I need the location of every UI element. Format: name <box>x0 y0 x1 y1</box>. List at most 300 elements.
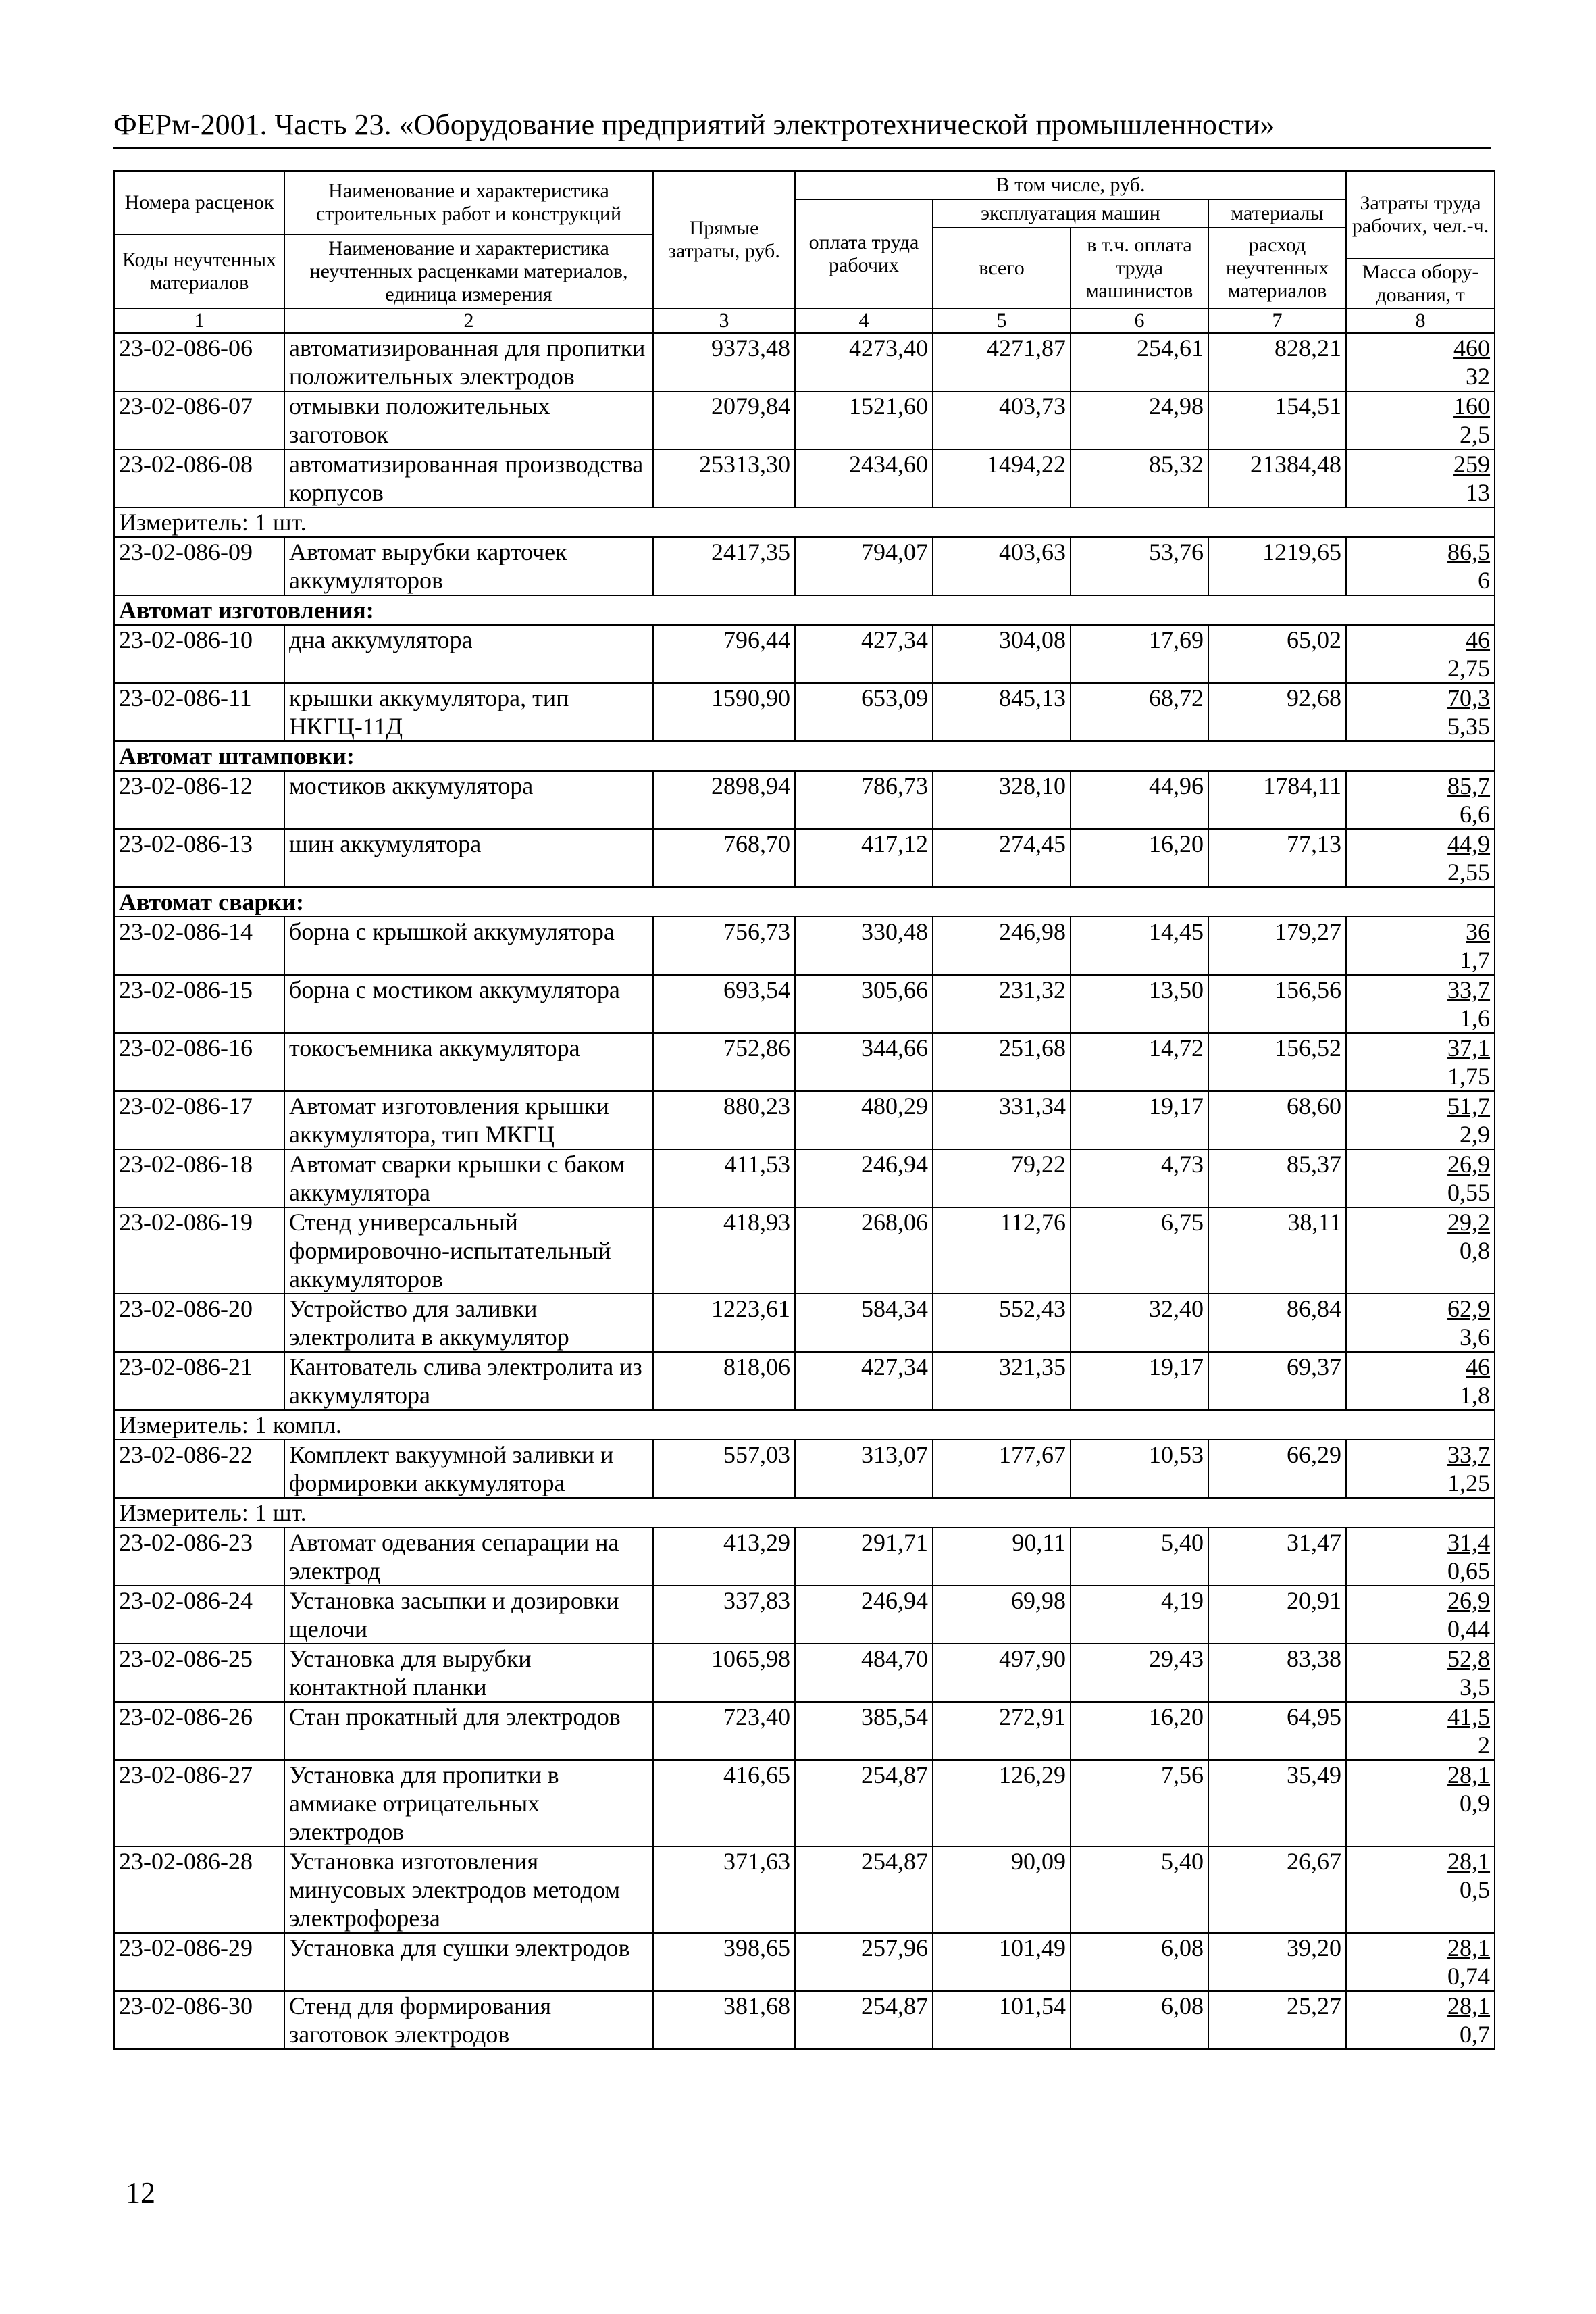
materials-cost: 66,29 <box>1208 1440 1346 1498</box>
labor-and-mass <box>1346 1294 1495 1352</box>
rate-code: 23-02-086-21 <box>114 1352 284 1410</box>
labor-and-mass <box>1346 1149 1495 1207</box>
machinists-pay: 44,96 <box>1071 771 1208 829</box>
equipment-mass-value: 13 <box>1466 479 1491 506</box>
machines-total: 552,43 <box>933 1294 1071 1352</box>
machinists-pay: 7,56 <box>1071 1760 1208 1846</box>
labor-costs-value: 62,9 <box>1447 1295 1491 1322</box>
table-row <box>114 975 1495 1033</box>
rate-code: 23-02-086-11 <box>114 683 284 741</box>
header-labor-pay: оплата труда рабочих <box>795 199 933 309</box>
equipment-mass-value: 32 <box>1466 363 1491 390</box>
labor-pay: 786,73 <box>795 771 933 829</box>
machines-total: 112,76 <box>933 1207 1071 1294</box>
work-name: автоматизированная для пропитки положительных электродов <box>284 333 653 391</box>
section-label: Автомат изготовления: <box>114 595 1495 625</box>
labor-and-mass <box>1346 1644 1495 1702</box>
machinists-pay: 5,40 <box>1071 1528 1208 1586</box>
labor-and-mass <box>1346 537 1495 595</box>
labor-costs-value: 26,9 <box>1447 1587 1491 1614</box>
labor-and-mass <box>1346 1091 1495 1149</box>
direct-costs: 1065,98 <box>653 1644 795 1702</box>
table-row <box>114 1760 1495 1846</box>
machines-total: 246,98 <box>933 917 1071 975</box>
labor-costs-value: 26,9 <box>1447 1151 1491 1178</box>
machinists-pay: 13,50 <box>1071 975 1208 1033</box>
direct-costs: 1223,61 <box>653 1294 795 1352</box>
labor-and-mass <box>1346 1760 1495 1846</box>
work-name: мостиков аккумулятора <box>284 771 653 829</box>
labor-and-mass <box>1346 1586 1495 1644</box>
equipment-mass-value: 6 <box>1478 567 1491 594</box>
materials-cost: 39,20 <box>1208 1933 1346 1991</box>
table-row <box>114 333 1495 391</box>
table-row <box>114 771 1495 829</box>
work-name: Автомат сварки крышки с баком аккумулятора <box>284 1149 653 1207</box>
header-machines-total: всего <box>933 228 1071 309</box>
labor-pay: 484,70 <box>795 1644 933 1702</box>
materials-cost: 25,27 <box>1208 1991 1346 2049</box>
table-row <box>114 1528 1495 1586</box>
labor-costs-value: 29,2 <box>1447 1209 1491 1236</box>
table-body <box>114 333 1495 2049</box>
rate-code: 23-02-086-28 <box>114 1846 284 1933</box>
equipment-mass-value: 6,6 <box>1460 801 1491 828</box>
machinists-pay: 6,75 <box>1071 1207 1208 1294</box>
direct-costs: 880,23 <box>653 1091 795 1149</box>
machines-total: 1494,22 <box>933 449 1071 507</box>
direct-costs: 413,29 <box>653 1528 795 1586</box>
labor-and-mass <box>1346 333 1495 391</box>
equipment-mass-value: 0,7 <box>1460 2021 1491 2048</box>
work-name: Автомат изготовления крышки аккумулятора, тип МКГЦ <box>284 1091 653 1149</box>
labor-pay: 291,71 <box>795 1528 933 1586</box>
section-label: Измеритель: 1 шт. <box>114 1498 1495 1528</box>
section-label: Измеритель: 1 шт. <box>114 507 1495 537</box>
labor-and-mass <box>1346 449 1495 507</box>
direct-costs: 371,63 <box>653 1846 795 1933</box>
materials-cost: 68,60 <box>1208 1091 1346 1149</box>
rate-code: 23-02-086-27 <box>114 1760 284 1846</box>
machines-total: 331,34 <box>933 1091 1071 1149</box>
table-row <box>114 1846 1495 1933</box>
labor-and-mass <box>1346 625 1495 683</box>
direct-costs: 796,44 <box>653 625 795 683</box>
materials-cost: 77,13 <box>1208 829 1346 887</box>
work-name: Установка для пропитки в аммиаке отрицательных электродов <box>284 1760 653 1846</box>
labor-pay: 313,07 <box>795 1440 933 1498</box>
column-number: 2 <box>284 309 653 333</box>
header-material-codes: Коды неучтенных материалов <box>114 234 284 309</box>
materials-cost: 86,84 <box>1208 1294 1346 1352</box>
equipment-mass-value: 2,5 <box>1460 421 1491 448</box>
labor-costs-value: 85,7 <box>1447 772 1491 799</box>
table-row <box>114 1586 1495 1644</box>
machinists-pay: 17,69 <box>1071 625 1208 683</box>
labor-and-mass <box>1346 771 1495 829</box>
direct-costs: 2898,94 <box>653 771 795 829</box>
table-row <box>114 1294 1495 1352</box>
rate-code: 23-02-086-12 <box>114 771 284 829</box>
table-row <box>114 829 1495 887</box>
labor-pay: 257,96 <box>795 1933 933 1991</box>
labor-and-mass <box>1346 1991 1495 2049</box>
header-work-name: Наименование и характеристика строительных работ и конструкций <box>284 171 653 234</box>
machinists-pay: 19,17 <box>1071 1091 1208 1149</box>
machines-total: 304,08 <box>933 625 1071 683</box>
equipment-mass-value: 2,75 <box>1447 655 1491 682</box>
table-row <box>114 1091 1495 1149</box>
machines-total: 79,22 <box>933 1149 1071 1207</box>
direct-costs: 416,65 <box>653 1760 795 1846</box>
rate-code: 23-02-086-09 <box>114 537 284 595</box>
work-name: шин аккумулятора <box>284 829 653 887</box>
work-name: отмывки положительных заготовок <box>284 391 653 449</box>
labor-costs-value: 70,3 <box>1447 684 1491 711</box>
labor-costs-value: 259 <box>1453 451 1491 478</box>
labor-costs-value: 41,5 <box>1447 1703 1491 1730</box>
materials-cost: 21384,48 <box>1208 449 1346 507</box>
equipment-mass-value: 1,6 <box>1460 1005 1491 1032</box>
labor-pay: 254,87 <box>795 1760 933 1846</box>
column-number: 1 <box>114 309 284 333</box>
machines-total: 274,45 <box>933 829 1071 887</box>
machines-total: 177,67 <box>933 1440 1071 1498</box>
work-name: Автомат вырубки карточек аккумуляторов <box>284 537 653 595</box>
work-name: Комплект вакуумной заливки и формировки аккумулятора <box>284 1440 653 1498</box>
machinists-pay: 29,43 <box>1071 1644 1208 1702</box>
labor-and-mass <box>1346 829 1495 887</box>
labor-pay: 305,66 <box>795 975 933 1033</box>
column-number: 8 <box>1346 309 1495 333</box>
materials-cost: 69,37 <box>1208 1352 1346 1410</box>
machinists-pay: 10,53 <box>1071 1440 1208 1498</box>
direct-costs: 723,40 <box>653 1702 795 1760</box>
materials-cost: 154,51 <box>1208 391 1346 449</box>
labor-and-mass <box>1346 391 1495 449</box>
table-row <box>114 1440 1495 1498</box>
rate-code: 23-02-086-29 <box>114 1933 284 1991</box>
labor-and-mass <box>1346 1933 1495 1991</box>
materials-cost: 20,91 <box>1208 1586 1346 1644</box>
materials-cost: 1219,65 <box>1208 537 1346 595</box>
header-materials: материалы <box>1208 199 1346 228</box>
materials-cost: 83,38 <box>1208 1644 1346 1702</box>
rate-code: 23-02-086-10 <box>114 625 284 683</box>
work-name: Установка для сушки электродов <box>284 1933 653 1991</box>
machinists-pay: 14,45 <box>1071 917 1208 975</box>
machines-total: 4271,87 <box>933 333 1071 391</box>
labor-costs-value: 51,7 <box>1447 1092 1491 1120</box>
rate-code: 23-02-086-19 <box>114 1207 284 1294</box>
table-row <box>114 917 1495 975</box>
machines-total: 101,49 <box>933 1933 1071 1991</box>
direct-costs: 818,06 <box>653 1352 795 1410</box>
table-row <box>114 1644 1495 1702</box>
direct-costs: 411,53 <box>653 1149 795 1207</box>
machines-total: 845,13 <box>933 683 1071 741</box>
table-row <box>114 1991 1495 2049</box>
machinists-pay: 254,61 <box>1071 333 1208 391</box>
machines-total: 497,90 <box>933 1644 1071 1702</box>
header-equipment-mass: Масса обору-дования, т <box>1346 259 1495 309</box>
direct-costs: 2417,35 <box>653 537 795 595</box>
labor-pay: 4273,40 <box>795 333 933 391</box>
equipment-mass-value: 2,9 <box>1460 1121 1491 1148</box>
machines-total: 90,09 <box>933 1846 1071 1933</box>
labor-costs-value: 460 <box>1453 334 1491 361</box>
labor-and-mass <box>1346 1207 1495 1294</box>
equipment-mass-value: 0,55 <box>1447 1179 1491 1206</box>
column-numbers-row <box>114 309 1495 333</box>
table-row <box>114 1149 1495 1207</box>
rate-code: 23-02-086-24 <box>114 1586 284 1644</box>
materials-cost: 156,56 <box>1208 975 1346 1033</box>
labor-costs-value: 28,1 <box>1447 1761 1491 1788</box>
materials-cost: 65,02 <box>1208 625 1346 683</box>
equipment-mass-value: 3,5 <box>1460 1674 1491 1701</box>
work-name: борна с крышкой аккумулятора <box>284 917 653 975</box>
table-row <box>114 537 1495 595</box>
equipment-mass-value: 0,8 <box>1460 1237 1491 1264</box>
machinists-pay: 16,20 <box>1071 1702 1208 1760</box>
labor-costs-value: 33,7 <box>1447 976 1491 1003</box>
rate-code: 23-02-086-17 <box>114 1091 284 1149</box>
section-row <box>114 887 1495 917</box>
table-row <box>114 1702 1495 1760</box>
equipment-mass-value: 2,55 <box>1447 859 1491 886</box>
direct-costs: 9373,48 <box>653 333 795 391</box>
equipment-mass-value: 3,6 <box>1460 1324 1491 1351</box>
labor-and-mass <box>1346 975 1495 1033</box>
rate-code: 23-02-086-07 <box>114 391 284 449</box>
work-name: дна аккумулятора <box>284 625 653 683</box>
labor-and-mass <box>1346 1033 1495 1091</box>
equipment-mass-value: 1,8 <box>1460 1382 1491 1409</box>
labor-and-mass <box>1346 683 1495 741</box>
rate-code: 23-02-086-15 <box>114 975 284 1033</box>
column-number: 6 <box>1071 309 1208 333</box>
labor-pay: 1521,60 <box>795 391 933 449</box>
labor-costs-value: 28,1 <box>1447 1848 1491 1875</box>
labor-pay: 480,29 <box>795 1091 933 1149</box>
labor-and-mass <box>1346 1846 1495 1933</box>
direct-costs: 337,83 <box>653 1586 795 1644</box>
machinists-pay: 85,32 <box>1071 449 1208 507</box>
table-row <box>114 1207 1495 1294</box>
table-row <box>114 1933 1495 1991</box>
work-name: Установка для вырубки контактной планки <box>284 1644 653 1702</box>
labor-and-mass <box>1346 1440 1495 1498</box>
labor-pay: 246,94 <box>795 1149 933 1207</box>
machinists-pay: 4,73 <box>1071 1149 1208 1207</box>
equipment-mass-value: 1,7 <box>1460 947 1491 974</box>
rate-code: 23-02-086-16 <box>114 1033 284 1091</box>
rate-code: 23-02-086-13 <box>114 829 284 887</box>
section-label: Измеритель: 1 компл. <box>114 1410 1495 1440</box>
equipment-mass-value: 0,9 <box>1460 1790 1491 1817</box>
column-number: 5 <box>933 309 1071 333</box>
work-name: Установка изготовления минусовых электродов методом электрофореза <box>284 1846 653 1933</box>
equipment-mass-value: 5,35 <box>1447 713 1491 740</box>
machines-total: 272,91 <box>933 1702 1071 1760</box>
work-name: автоматизированная производства корпусов <box>284 449 653 507</box>
labor-costs-value: 160 <box>1453 393 1491 420</box>
labor-costs-value: 37,1 <box>1447 1034 1491 1061</box>
section-row <box>114 1498 1495 1528</box>
table-row <box>114 625 1495 683</box>
table-row <box>114 391 1495 449</box>
section-row <box>114 507 1495 537</box>
labor-costs-value: 52,8 <box>1447 1645 1491 1672</box>
work-name: Стенд универсальный формировочно-испытательный аккумуляторов <box>284 1207 653 1294</box>
section-row <box>114 595 1495 625</box>
machines-total: 101,54 <box>933 1991 1071 2049</box>
header-including: В том числе, руб. <box>795 171 1346 199</box>
machinists-pay: 24,98 <box>1071 391 1208 449</box>
machines-total: 231,32 <box>933 975 1071 1033</box>
work-name: Устройство для заливки электролита в аккумулятор <box>284 1294 653 1352</box>
equipment-mass-value: 1,25 <box>1447 1469 1491 1496</box>
section-label: Автомат штамповки: <box>114 741 1495 771</box>
column-number: 4 <box>795 309 933 333</box>
materials-cost: 179,27 <box>1208 917 1346 975</box>
column-number: 7 <box>1208 309 1346 333</box>
column-number: 3 <box>653 309 795 333</box>
table-row <box>114 449 1495 507</box>
labor-pay: 417,12 <box>795 829 933 887</box>
header-machinists-pay: в т.ч. оплата труда машинистов <box>1071 228 1208 309</box>
section-row <box>114 741 1495 771</box>
equipment-mass-value: 0,44 <box>1447 1615 1491 1642</box>
labor-costs-value: 36 <box>1466 918 1491 945</box>
machines-total: 328,10 <box>933 771 1071 829</box>
equipment-mass-value: 1,75 <box>1447 1063 1491 1090</box>
labor-pay: 330,48 <box>795 917 933 975</box>
machines-total: 321,35 <box>933 1352 1071 1410</box>
table-header <box>114 171 1495 333</box>
header-labor-costs: Затраты труда рабочих, чел.-ч. <box>1346 171 1495 259</box>
labor-pay: 427,34 <box>795 625 933 683</box>
rate-code: 23-02-086-22 <box>114 1440 284 1498</box>
labor-pay: 254,87 <box>795 1846 933 1933</box>
machines-total: 403,63 <box>933 537 1071 595</box>
materials-cost: 26,67 <box>1208 1846 1346 1933</box>
section-row <box>114 1410 1495 1440</box>
direct-costs: 398,65 <box>653 1933 795 1991</box>
machinists-pay: 53,76 <box>1071 537 1208 595</box>
materials-cost: 31,47 <box>1208 1528 1346 1586</box>
table-row <box>114 1352 1495 1410</box>
materials-cost: 828,21 <box>1208 333 1346 391</box>
direct-costs: 693,54 <box>653 975 795 1033</box>
table-row <box>114 683 1495 741</box>
labor-pay: 246,94 <box>795 1586 933 1644</box>
materials-cost: 38,11 <box>1208 1207 1346 1294</box>
work-name: Кантователь слива электролита из аккумулятора <box>284 1352 653 1410</box>
rate-code: 23-02-086-23 <box>114 1528 284 1586</box>
labor-costs-value: 86,5 <box>1447 538 1491 565</box>
labor-costs-value: 46 <box>1466 1353 1491 1380</box>
labor-and-mass <box>1346 917 1495 975</box>
machines-total: 403,73 <box>933 391 1071 449</box>
materials-cost: 85,37 <box>1208 1149 1346 1207</box>
labor-and-mass <box>1346 1702 1495 1760</box>
header-rate-numbers: Номера расценок <box>114 171 284 234</box>
header-material-name: Наименование и характеристика неучтенных расценками материалов, единица измерения <box>284 234 653 309</box>
rate-code: 23-02-086-26 <box>114 1702 284 1760</box>
labor-pay: 344,66 <box>795 1033 933 1091</box>
machinists-pay: 4,19 <box>1071 1586 1208 1644</box>
work-name: Стенд для формирования заготовок электродов <box>284 1991 653 2049</box>
machinists-pay: 6,08 <box>1071 1991 1208 2049</box>
direct-costs: 25313,30 <box>653 449 795 507</box>
labor-pay: 385,54 <box>795 1702 933 1760</box>
page-number: 12 <box>126 2176 155 2209</box>
labor-pay: 268,06 <box>795 1207 933 1294</box>
labor-costs-value: 28,1 <box>1447 1992 1491 2019</box>
machines-total: 126,29 <box>933 1760 1071 1846</box>
direct-costs: 752,86 <box>653 1033 795 1091</box>
materials-cost: 1784,11 <box>1208 771 1346 829</box>
equipment-mass-value: 0,65 <box>1447 1557 1491 1584</box>
direct-costs: 381,68 <box>653 1991 795 2049</box>
direct-costs: 2079,84 <box>653 391 795 449</box>
labor-pay: 584,34 <box>795 1294 933 1352</box>
labor-and-mass <box>1346 1352 1495 1410</box>
rate-code: 23-02-086-25 <box>114 1644 284 1702</box>
labor-costs-value: 28,1 <box>1447 1934 1491 1961</box>
machines-total: 251,68 <box>933 1033 1071 1091</box>
machinists-pay: 19,17 <box>1071 1352 1208 1410</box>
machinists-pay: 6,08 <box>1071 1933 1208 1991</box>
direct-costs: 756,73 <box>653 917 795 975</box>
materials-cost: 64,95 <box>1208 1702 1346 1760</box>
work-name: крышки аккумулятора, тип НКГЦ-11Д <box>284 683 653 741</box>
labor-pay: 427,34 <box>795 1352 933 1410</box>
page-header: ФЕРм-2001. Часть 23. «Оборудование предприятий электротехнической промышленности» <box>113 107 1491 149</box>
labor-and-mass <box>1346 1528 1495 1586</box>
machinists-pay: 14,72 <box>1071 1033 1208 1091</box>
equipment-mass-value: 0,74 <box>1447 1963 1491 1990</box>
labor-costs-value: 44,9 <box>1447 830 1491 857</box>
machinists-pay: 68,72 <box>1071 683 1208 741</box>
labor-costs-value: 31,4 <box>1447 1529 1491 1556</box>
direct-costs: 418,93 <box>653 1207 795 1294</box>
work-name: Установка засыпки и дозировки щелочи <box>284 1586 653 1644</box>
rate-code: 23-02-086-20 <box>114 1294 284 1352</box>
labor-pay: 794,07 <box>795 537 933 595</box>
rate-code: 23-02-086-14 <box>114 917 284 975</box>
rate-code: 23-02-086-30 <box>114 1991 284 2049</box>
work-name: борна с мостиком аккумулятора <box>284 975 653 1033</box>
rates-table <box>113 170 1495 2050</box>
header-direct-costs: Прямые затраты, руб. <box>653 171 795 309</box>
direct-costs: 768,70 <box>653 829 795 887</box>
machines-total: 90,11 <box>933 1528 1071 1586</box>
labor-pay: 653,09 <box>795 683 933 741</box>
rate-code: 23-02-086-06 <box>114 333 284 391</box>
rate-code: 23-02-086-18 <box>114 1149 284 1207</box>
equipment-mass-value: 0,5 <box>1460 1876 1491 1903</box>
section-label: Автомат сварки: <box>114 887 1495 917</box>
labor-pay: 254,87 <box>795 1991 933 2049</box>
direct-costs: 1590,90 <box>653 683 795 741</box>
materials-cost: 35,49 <box>1208 1760 1346 1846</box>
machines-total: 69,98 <box>933 1586 1071 1644</box>
machinists-pay: 16,20 <box>1071 829 1208 887</box>
table-row <box>114 1033 1495 1091</box>
